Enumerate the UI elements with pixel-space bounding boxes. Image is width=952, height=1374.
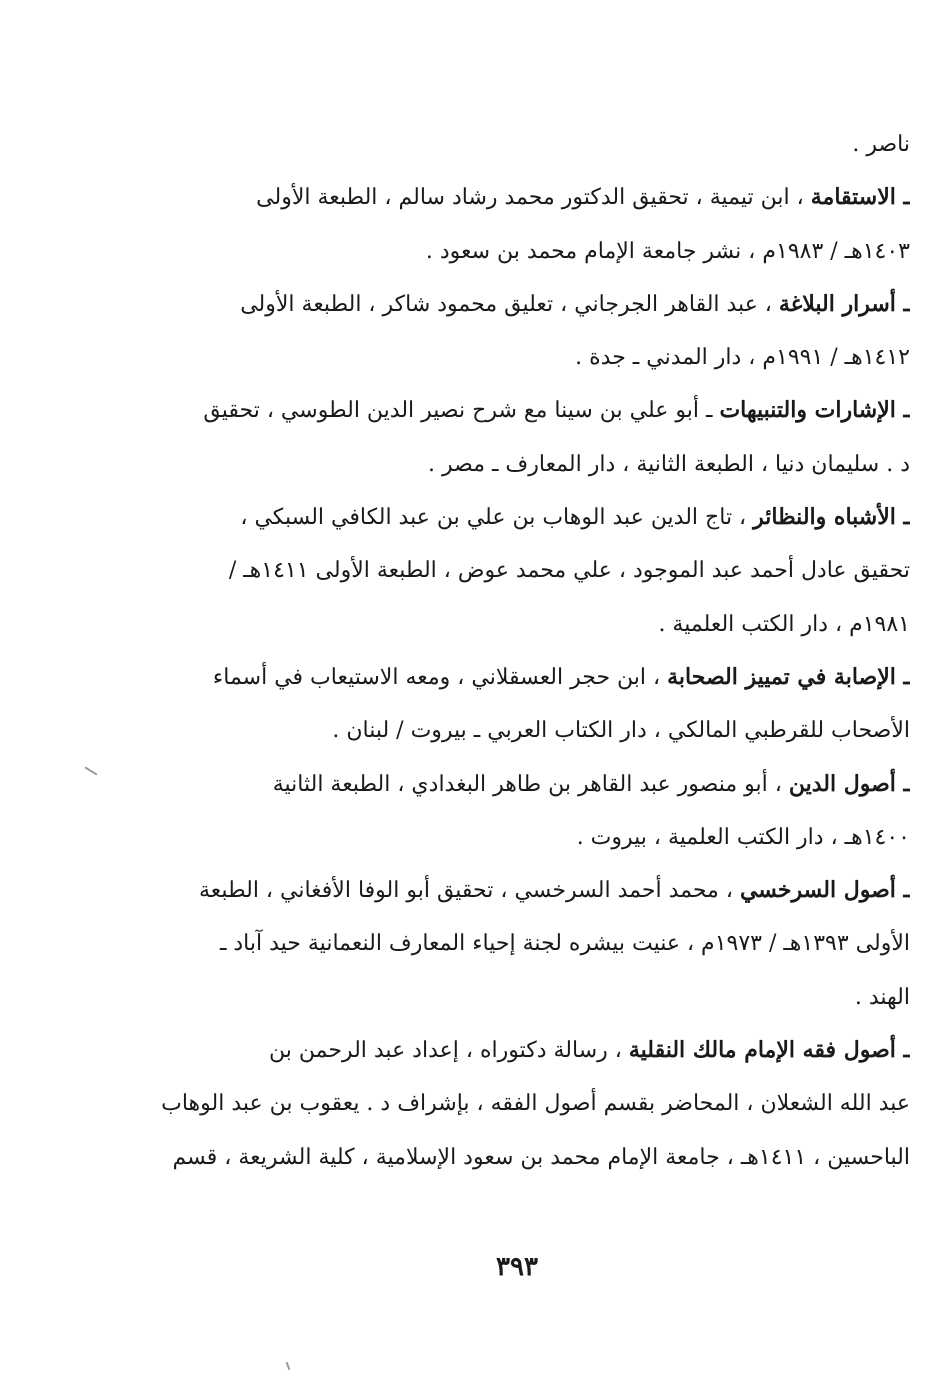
entry-line: عبد الله الشعلان ، المحاضر بقسم أصول الفقه ، بإشراف د . يعقوب بن عبد الوهاب: [161, 1091, 910, 1117]
bibliography-entry: [150, 491, 910, 651]
entry-line: ١٤٠٣هـ / ١٩٨٣م ، نشر جامعة الإمام محمد بن سعود .: [425, 238, 910, 264]
entry-text: ، أبو منصور عبد القاهر بن طاهر البغدادي ، الطبعة الثانية: [272, 771, 782, 797]
bibliography-entry: [150, 171, 910, 278]
bibliography-entry: [150, 651, 910, 758]
entry-title: أصول الدين: [788, 770, 896, 797]
scan-speck: [286, 1362, 291, 1370]
page-number: ٣٩٣: [496, 1252, 538, 1282]
entry-line: الباحسين ، ١٤١١هـ ، جامعة الإمام محمد بن سعود الإسلامية ، كلية الشريعة ، قسم: [172, 1144, 910, 1170]
entry-line: ١٤٠٠هـ ، دار الكتب العلمية ، بيروت .: [576, 824, 910, 850]
bibliography-entry: [150, 1024, 910, 1184]
entry-first-line: ـ أصول فقه الإمام مالك النقلية ، رسالة دكتوراه ، إعداد عبد الرحمن بن: [269, 1037, 910, 1064]
entry-line: الهند .: [854, 984, 910, 1010]
entry-title: الأشباه والنظائر: [753, 504, 896, 531]
entry-first-line: ـ الإشارات والتنبيهات ـ أبو علي بن سينا مع شرح نصير الدين الطوسي ، تحقيق: [203, 397, 910, 424]
entry-text: ، محمد أحمد السرخسي ، تحقيق أبو الوفا الأفغاني ، الطبعة: [199, 878, 733, 904]
entry-text: ، رسالة دكتوراه ، إعداد عبد الرحمن بن: [269, 1038, 622, 1064]
bibliography-entry: [150, 278, 910, 385]
entry-first-line: ـ أسرار البلاغة ، عبد القاهر الجرجاني ، تعليق محمود شاكر ، الطبعة الأولى: [240, 290, 910, 317]
bibliography-text: [150, 118, 910, 1184]
bibliography-entry: [150, 384, 910, 491]
entry-first-line: ـ الإصابة في تمييز الصحابة ، ابن حجر العسقلاني ، ومعه الاستيعاب في أسماء: [212, 663, 910, 690]
scan-speck: [85, 766, 98, 775]
entry-title: الاستقامة: [810, 184, 896, 211]
entry-title: الإصابة في تمييز الصحابة: [667, 663, 896, 690]
entry-text: ـ أبو علي بن سينا مع شرح نصير الدين الطوسي ، تحقيق: [203, 398, 713, 424]
opening-line: ناصر .: [852, 132, 910, 157]
entry-title: أصول السرخسي: [739, 877, 896, 904]
entry-line: د . سليمان دنيا ، الطبعة الثانية ، دار المعارف ـ مصر .: [428, 451, 910, 477]
entry-text: ، ابن حجر العسقلاني ، ومعه الاستيعاب في أسماء: [212, 664, 661, 690]
bibliography-entry: [150, 758, 910, 865]
entry-title: الإشارات والتنبيهات: [719, 397, 896, 424]
entry-text: ، عبد القاهر الجرجاني ، تعليق محمود شاكر ، الطبعة الأولى: [240, 291, 772, 317]
entry-text: ، تاج الدين عبد الوهاب بن علي بن عبد الكافي السبكي ،: [240, 505, 747, 531]
entry-text: ، ابن تيمية ، تحقيق الدكتور محمد رشاد سالم ، الطبعة الأولى: [256, 185, 804, 211]
entry-first-line: ـ أصول الدين ، أبو منصور عبد القاهر بن طاهر البغدادي ، الطبعة الثانية: [272, 770, 910, 797]
entry-title: أسرار البلاغة: [778, 290, 896, 317]
entry-line: تحقيق عادل أحمد عبد الموجود ، علي محمد عوض ، الطبعة الأولى ١٤١١هـ /: [228, 558, 910, 584]
entry-first-line: ـ الاستقامة ، ابن تيمية ، تحقيق الدكتور محمد رشاد سالم ، الطبعة الأولى: [256, 184, 910, 211]
entry-first-line: ـ أصول السرخسي ، محمد أحمد السرخسي ، تحقيق أبو الوفا الأفغاني ، الطبعة: [199, 877, 910, 904]
entry-line: الأصحاب للقرطبي المالكي ، دار الكتاب العربي ـ بيروت / لبنان .: [332, 718, 910, 744]
bibliography-entry: [150, 864, 910, 1024]
entry-first-line: ـ الأشباه والنظائر ، تاج الدين عبد الوهاب بن علي بن عبد الكافي السبكي ،: [240, 504, 910, 531]
entry-line: ١٩٨١م ، دار الكتب العلمية .: [658, 611, 910, 637]
entry-line: الأولى ١٣٩٣هـ / ١٩٧٣م ، عنيت بيشره لجنة إحياء المعارف النعمانية حيد آباد ـ: [219, 931, 910, 957]
entry-line: ١٤١٢هـ / ١٩٩١م ، دار المدني ـ جدة .: [575, 345, 910, 371]
entry-title: أصول فقه الإمام مالك النقلية: [628, 1037, 896, 1064]
